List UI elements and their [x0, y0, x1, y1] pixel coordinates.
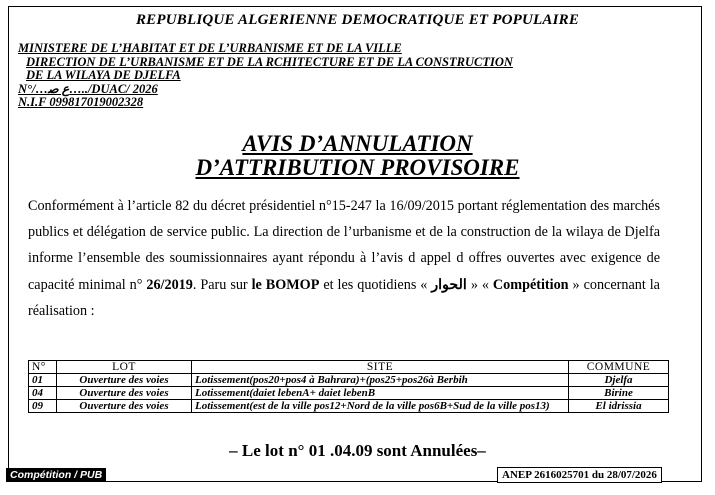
- row-number: 04: [29, 387, 57, 400]
- header-site: SITE: [192, 361, 569, 374]
- header-commune: COMMUNE: [569, 361, 669, 374]
- row-lot: Ouverture des voies: [57, 374, 192, 387]
- row-site: Lotissement(est de la ville pos12+Nord de la ville pos6B+Sud de la ville pos13): [192, 400, 569, 413]
- row-lot: Ouverture des voies: [57, 400, 192, 413]
- body-part3: et les quotidiens «: [319, 276, 432, 293]
- body-part1: Conformément à l’article 82 du décret présidentiel n°15-247 la 16/09/2015 portant réglementation des marchés publics et délégation de service public. La direction de l’urbanisme et de la construction de la wilaya de Djelfa informe l’ensemble des soumissionnaires ayant répondu à l’avis d appel d offres ouvertes avec exigence de capacité minimal n°: [28, 198, 660, 293]
- avis-number: 26/2019: [146, 276, 193, 293]
- notice-title: [0, 132, 715, 180]
- anep-reference: ANEP 2616025701 du 28/07/2026: [497, 467, 662, 483]
- table-header-row: [29, 361, 669, 374]
- table-row: [29, 374, 669, 387]
- notice-body: [28, 193, 660, 324]
- annulation-statement: – Le lot n° 01 .04.09 sont Annulées–: [229, 441, 486, 460]
- bomop-label: le BOMOP: [251, 276, 320, 293]
- row-commune: Birine: [569, 387, 669, 400]
- nif-number: N.I.F 099817019002328: [18, 95, 144, 109]
- direction-line: DIRECTION DE L’URBANISME ET DE LA RCHITECTURE ET DE LA CONSTRUCTION: [26, 54, 513, 69]
- row-site: Lotissement(daiet lebenA+ daiet lebenB: [192, 387, 569, 400]
- newspaper-competition: Compétition: [492, 276, 569, 293]
- ministry-block: [18, 42, 698, 110]
- lots-table: [28, 360, 669, 413]
- publication-tag: Compétition / PUB: [6, 468, 106, 482]
- row-site: Lotissement(pos20+pos4 à Bahrara)+(pos25+pos26à Berbih: [192, 374, 569, 387]
- body-part4: » «: [466, 276, 493, 293]
- body-part2: . Paru sur: [192, 276, 252, 293]
- table-row: [29, 400, 669, 413]
- notice-title-line1: AVIS D’ANNULATION: [242, 131, 473, 156]
- row-commune: El idrissia: [569, 400, 669, 413]
- ministry-line: MINISTERE DE L’HABITAT ET DE L’URBANISME ET DE LA VILLE: [18, 41, 402, 55]
- header-number: N°: [29, 361, 57, 374]
- body-part5: » concernant la réalisation :: [28, 276, 660, 319]
- reference-number: N°/…ع ﺻ…../DUAC/ 2026: [18, 81, 158, 96]
- row-commune: Djelfa: [569, 374, 669, 387]
- notice-title-line2: D’ATTRIBUTION PROVISOIRE: [195, 155, 520, 180]
- newspaper-arabic: الحوار: [431, 276, 467, 293]
- wilaya-line: DE LA WILAYA DE DJELFA: [26, 68, 181, 82]
- row-number: 09: [29, 400, 57, 413]
- row-number: 01: [29, 374, 57, 387]
- header-lot: LOT: [57, 361, 192, 374]
- row-lot: Ouverture des voies: [57, 387, 192, 400]
- table-row: [29, 387, 669, 400]
- republic-header: REPUBLIQUE ALGERIENNE DEMOCRATIQUE ET POPULAIRE: [135, 12, 580, 28]
